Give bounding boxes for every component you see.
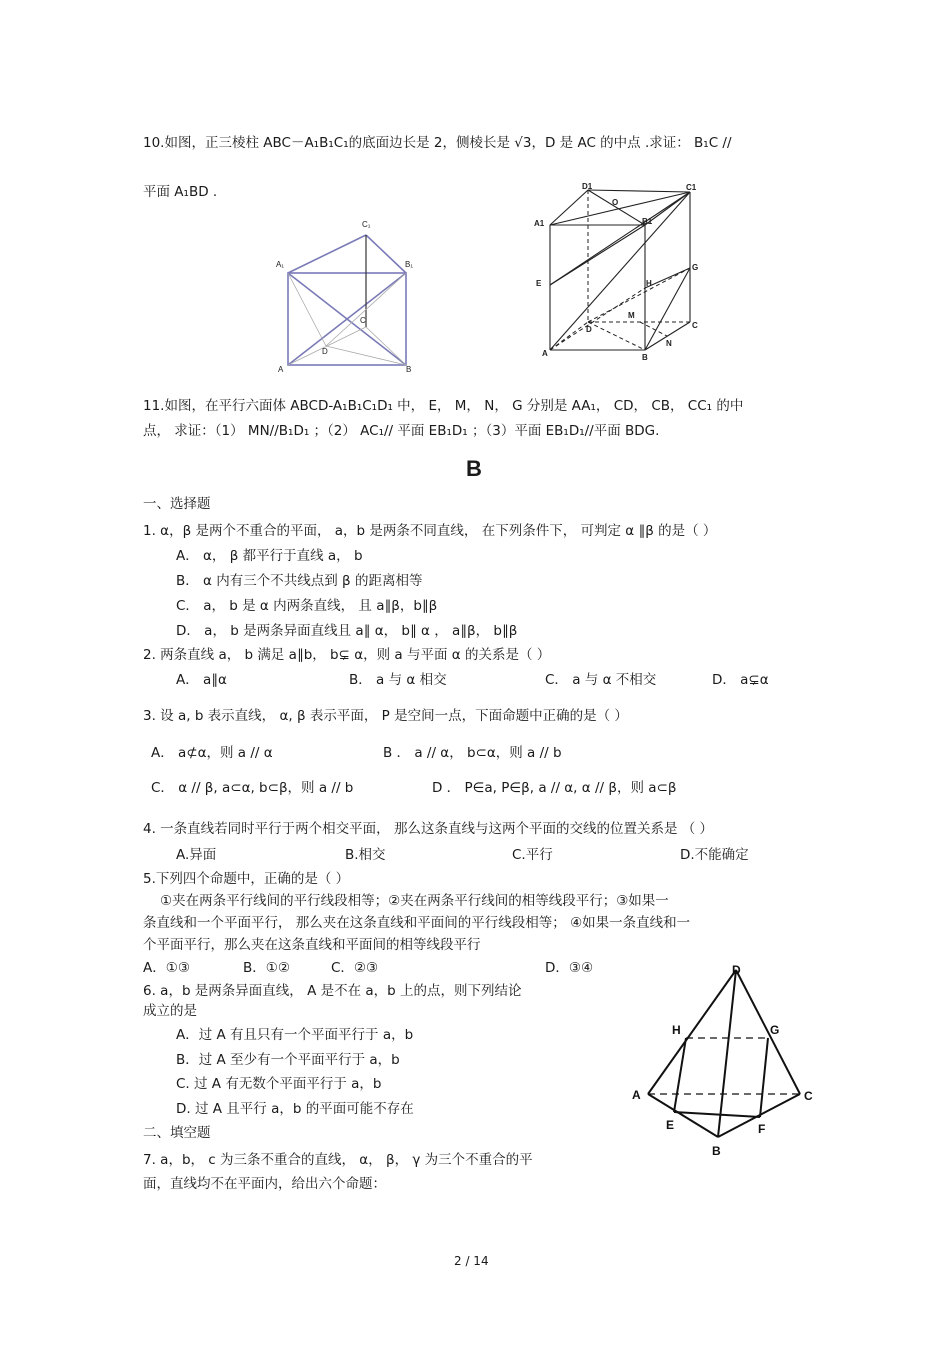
q2-option-d: D． a⊊α [712,672,769,688]
label-c: C [360,316,366,325]
q6-option-a: A．过 A 有且只有一个平面平行于 a，b [176,1027,414,1043]
q2-option-c: C． a 与 α 不相交 [545,672,657,688]
label-d1: D1 [582,182,593,191]
section-title-b: B [466,456,482,481]
label-d: D [732,963,741,977]
label-g: G [770,1023,780,1037]
part2-heading: 二、填空题 [143,1125,211,1141]
q5-line1: ①夹在两条平行线间的平行线段相等；②夹在两条平行线间的相等线段平行；③如果一 [160,893,669,909]
q10-line2: 平面 A₁BD . [143,184,218,200]
q2-stem: 2. 两条直线 a， b 满足 a∥b， b⊊ α，则 a 与平面 α 的关系是（ ） [143,647,551,663]
label-d: D [586,325,592,334]
cube-figure [530,180,710,365]
label-a: A [278,365,284,374]
label-e: E [536,279,542,288]
q6-option-d: D. 过 A 且平行 a，b 的平面可能不存在 [176,1101,414,1117]
q5-option-a: A．①③ [143,960,190,976]
q6-line1: 6. a，b 是两条异面直线， A 是不在 a，b 上的点，则下列结论 [143,983,522,999]
label-d: D [322,347,328,356]
prism-figure [270,215,430,375]
q1-option-c: C． a， b 是 α 内两条直线， 且 a∥β，b∥β [176,598,438,614]
q4-option-a: A.异面 [176,847,217,863]
label-c: C [692,321,698,330]
q1-option-a: A． α， β 都平行于直线 a， b [176,548,363,564]
q11-line2: 点， 求证：（1） MN//B₁D₁ ；（2） AC₁// 平面 EB₁D₁ ；（3）平面 EB₁D₁//平面 BDG. [143,423,660,439]
label-h: H [672,1023,681,1037]
q5-line2: 条直线和一个平面平行， 那么夹在这条直线和平面间的平行线段相等； ④如果一条直线和一 [143,915,691,931]
label-c1: C1 [686,183,697,192]
q4-option-d: D.不能确定 [680,847,749,863]
q1-option-b: B． α 内有三个不共线点到 β 的距离相等 [176,573,423,589]
label-o: O [612,198,619,207]
part1-heading: 一、选择题 [143,496,211,512]
label-a: A [542,349,548,358]
q10-line1: 10.如图，正三棱柱 ABC－A₁B₁C₁的底面边长是 2，侧棱长是 √3，D 是 AC 的中点 .求证： B₁C // [143,135,732,151]
q3-stem: 3. 设 a, b 表示直线， α, β 表示平面， P 是空间一点，下面命题中正确的是（ ） [143,708,628,724]
label-a1: A1 [534,219,545,228]
label-g: G [692,263,699,272]
q2-option-b: B． a 与 α 相交 [349,672,447,688]
label-e: E [666,1118,675,1132]
label-c: C [804,1089,813,1103]
q7-line1: 7. a，b， c 为三条不重合的直线， α， β， γ 为三个不重合的平 [143,1152,533,1168]
label-b1: B₁ [405,260,414,269]
q5-stem: 5.下列四个命题中，正确的是（ ） [143,871,350,887]
q2-option-a: A． a∥α [176,672,227,688]
label-b1: B1 [642,217,653,226]
label-h: H [646,279,652,288]
label-c1: C₁ [362,220,371,229]
q11-line1: 11.如图，在平行六面体 ABCD-A₁B₁C₁D₁ 中， E， M， N， G 分别是 AA₁， CD， CB， CC₁ 的中 [143,398,744,414]
label-b: B [642,353,648,362]
q5-option-b: B．①② [243,960,290,976]
q3-option-b: B ． a // α， b⊂α，则 a // b [383,745,562,761]
q4-stem: 4. 一条直线若同时平行于两个相交平面， 那么这条直线与这两个平面的交线的位置关系是 （ ） [143,821,714,837]
label-f: F [758,1122,766,1136]
q5-option-c: C．②③ [331,960,379,976]
q6-option-b: B．过 A 至少有一个平面平行于 a，b [176,1052,400,1068]
label-b: B [712,1144,721,1158]
q1-stem: 1. α，β 是两个不重合的平面， a，b 是两条不同直线， 在下列条件下， 可判定 α ∥β 的是（ ） [143,523,717,539]
label-b: B [406,365,412,374]
q4-option-c: C.平行 [512,847,553,863]
q7-line2: 面，直线均不在平面内，给出六个命题： [143,1176,386,1192]
tetrahedron-figure [628,962,823,1162]
q1-option-d: D． a， b 是两条异面直线且 a∥ α， b∥ α ， a∥β， b∥β [176,623,518,639]
label-n: N [666,339,672,348]
q5-option-d: D．③④ [545,960,594,976]
label-m: M [628,311,635,320]
q3-option-a: A． a⊄α，则 a // α [151,745,273,761]
q6-option-c: C. 过 A 有无数个平面平行于 a，b [176,1076,382,1092]
label-a: A [632,1088,641,1102]
q6-line2: 成立的是 [143,1003,197,1019]
q4-option-b: B.相交 [345,847,386,863]
q5-line3: 个平面平行，那么夹在这条直线和平面间的相等线段平行 [143,937,481,953]
page-number: 2 / 14 [454,1254,489,1268]
label-a1: A₁ [276,260,285,269]
q3-option-c: C． α // β, a⊂α, b⊂β，则 a // b [151,780,354,796]
q3-option-d: D ． P∈a, P∈β, a // α, α // β，则 a⊂β [432,780,677,796]
